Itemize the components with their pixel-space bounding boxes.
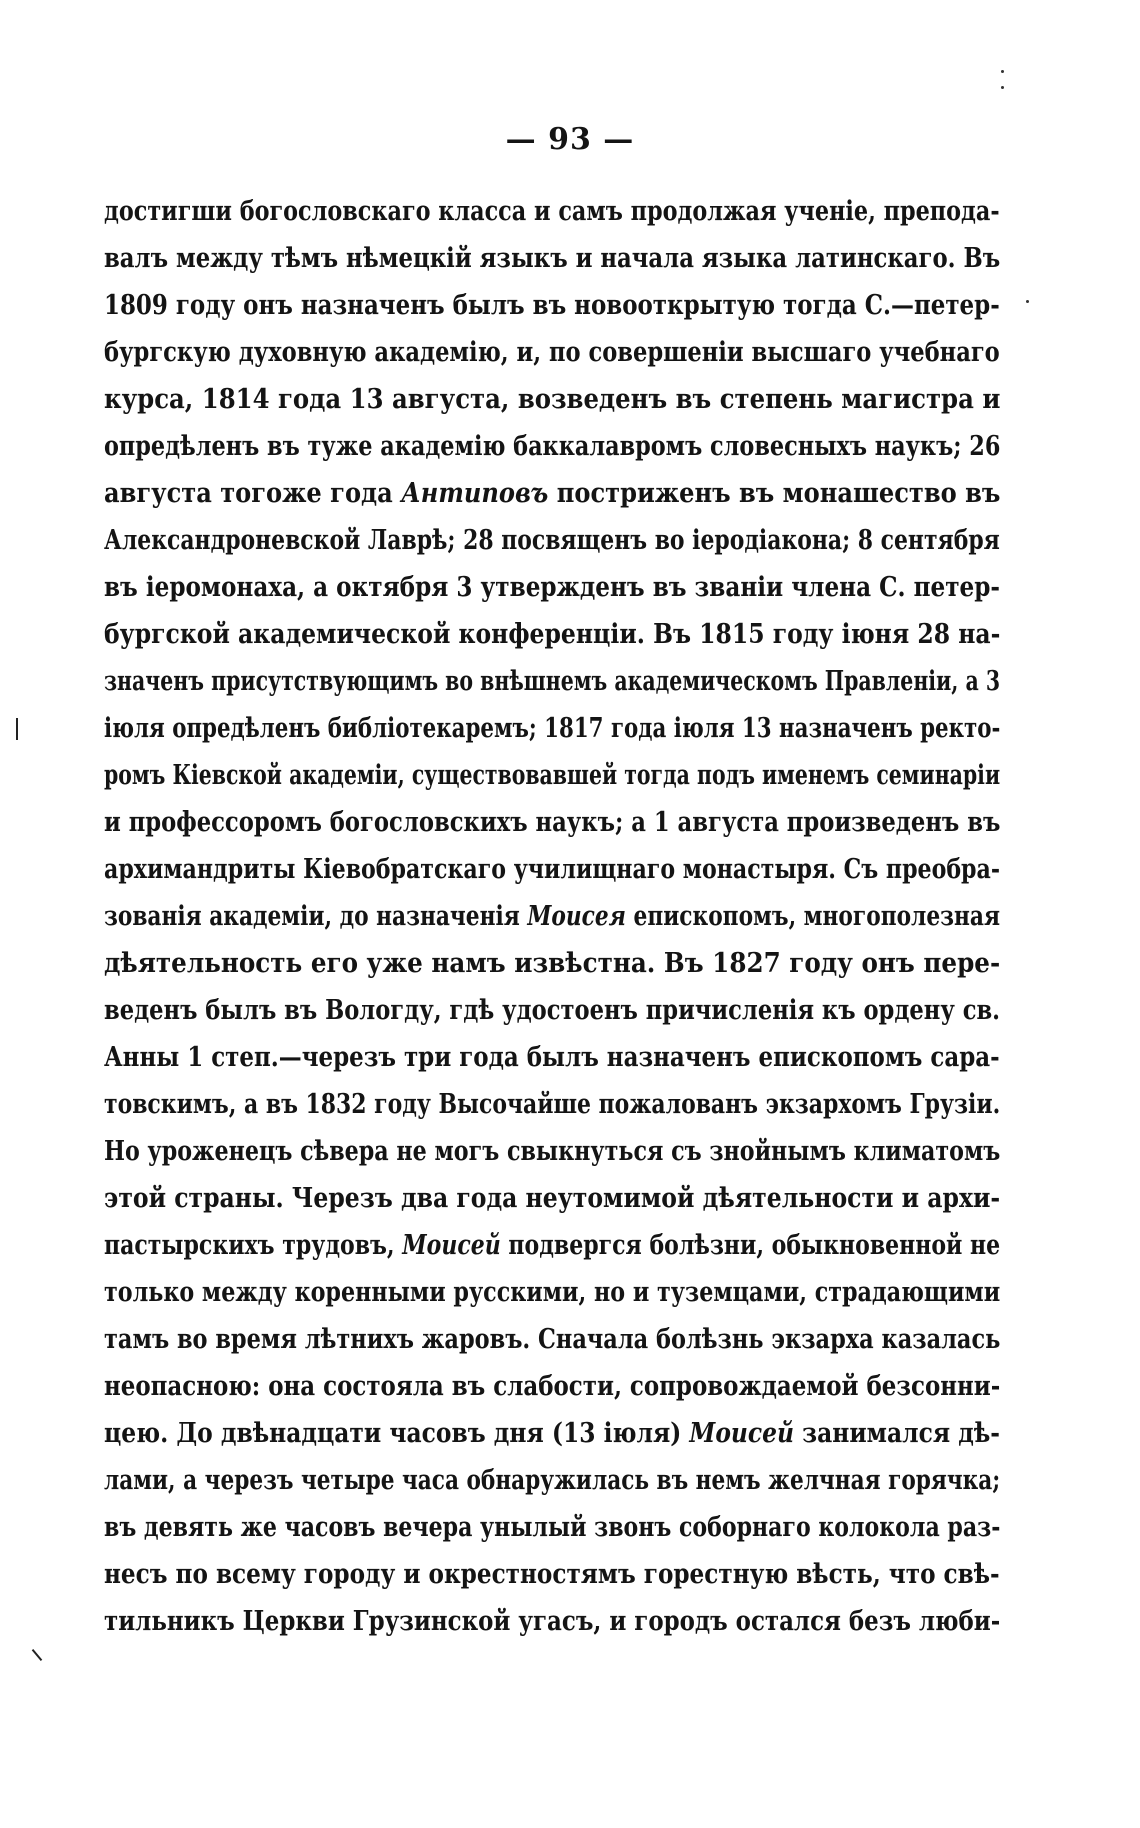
text-line: бургской академической конференціи. Въ 1815 году іюня 28 на- (104, 618, 1000, 650)
margin-mark (16, 718, 18, 740)
text-line: въ девять же часовъ вечера унылый звонъ соборнаго колокола раз- (104, 1511, 1000, 1543)
text-line: цею. До двѣнадцати часовъ дня (13 іюля) Моисей занимался дѣ- (104, 1417, 1000, 1449)
text-line: тильникъ Церкви Грузинской угасъ, и городъ остался безъ люби- (104, 1605, 1000, 1637)
text-line: несъ по всему городу и окрестностямъ горестную вѣсть, что свѣ- (104, 1558, 1000, 1590)
text-line: бургскую духовную академію, и, по совершеніи высшаго учебнаго (104, 336, 1000, 368)
text-line: достигши богословскаго класса и самъ продолжая ученіе, препода- (104, 195, 1000, 227)
text-line: курса, 1814 года 13 августа, возведенъ въ степень магистра и (104, 383, 1000, 415)
text-line: и профессоромъ богословскихъ наукъ; а 1 августа произведенъ въ (104, 806, 1000, 838)
text-line: Александроневской Лаврѣ; 28 посвященъ во іеродіакона; 8 сентября (104, 524, 1000, 556)
text-line: зованія академіи, до назначенія Моисея епископомъ, многополезная (104, 900, 1000, 932)
text-line: лами, а черезъ четыре часа обнаружилась въ немъ желчная горячка; (104, 1464, 1000, 1496)
text-line: 1809 году онъ назначенъ былъ въ новооткрытую тогда С.—петер- (104, 289, 1000, 321)
text-line: архимандриты Кіевобратскаго училищнаго монастыря. Съ преобра- (104, 853, 1000, 885)
text-line: въ іеромонаха, а октября 3 утвержденъ въ званіи члена С. петер- (104, 571, 1000, 603)
text-line: этой страны. Черезъ два года неутомимой дѣятельности и архи- (104, 1182, 1000, 1214)
text-line: ромъ Кіевской академіи, существовавшей тогда подъ именемъ семинаріи (104, 759, 1000, 791)
margin-mark (32, 1649, 43, 1661)
body-text (104, 188, 1000, 1645)
print-speck (1026, 300, 1029, 303)
text-line: пастырскихъ трудовъ, Моисей подвергся болѣзни, обыкновенной не (104, 1229, 1000, 1261)
text-line: тамъ во время лѣтнихъ жаровъ. Сначала болѣзнь экзарха казалась (104, 1323, 1000, 1355)
text-line: августа тогоже года Антиповъ постриженъ въ монашество въ (104, 477, 1000, 509)
print-speck (1001, 86, 1004, 89)
page-number: — 93 — (505, 122, 635, 157)
text-line: опредѣленъ въ туже академію баккалавромъ словесныхъ наукъ; 26 (104, 430, 1000, 462)
text-line: неопасною: она состояла въ слабости, сопровождаемой безсонни- (104, 1370, 1000, 1402)
text-line: веденъ былъ въ Вологду, гдѣ удостоенъ причисленія къ ордену св. (104, 994, 1000, 1026)
text-line: товскимъ, а въ 1832 году Высочайше пожалованъ экзархомъ Грузіи. (104, 1088, 1000, 1120)
text-line: значенъ присутствующимъ во внѣшнемъ академическомъ Правленіи, а 3 (104, 665, 1000, 697)
text-line: валъ между тѣмъ нѣмецкій языкъ и начала языка латинскаго. Въ (104, 242, 1000, 274)
text-line: дѣятельность его уже намъ извѣстна. Въ 1827 году онъ пере- (104, 947, 1000, 979)
text-line: іюля опредѣленъ библіотекаремъ; 1817 года іюля 13 назначенъ ректо- (104, 712, 1000, 744)
text-line: только между коренными русскими, но и туземцами, страдающими (104, 1276, 1000, 1308)
text-line: Анны 1 степ.—черезъ три года былъ назначенъ епископомъ сара- (104, 1041, 1000, 1073)
text-line: Но уроженецъ сѣвера не могъ свыкнуться съ знойнымъ климатомъ (104, 1135, 1000, 1167)
print-speck (1001, 70, 1004, 73)
